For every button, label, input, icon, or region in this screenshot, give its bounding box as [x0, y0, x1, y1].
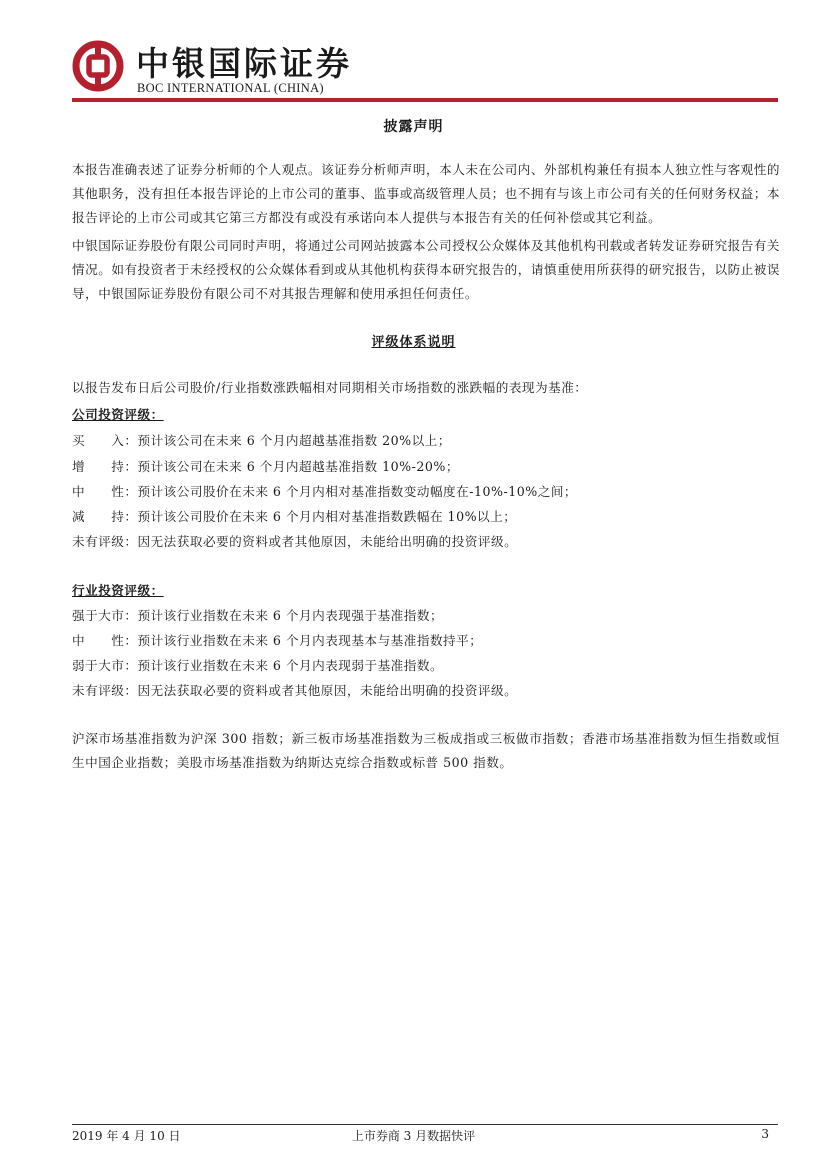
rating-label: 弱于大市：: [72, 658, 138, 673]
disclosure-title: 披露声明: [383, 119, 444, 135]
rating-text: 预计该行业指数在未来 6 个月内表现弱于基准指数。: [137, 658, 444, 673]
brand-name-en: BOC INTERNATIONAL (CHINA): [137, 81, 324, 95]
rating-label: 增 持：: [72, 459, 138, 474]
company-rating-item: [72, 507, 780, 527]
page-header: [72, 38, 778, 104]
rating-label: 减 持：: [72, 509, 138, 524]
rating-text: 预计该行业指数在未来 6 个月内表现强于基准指数；: [137, 608, 444, 623]
rating-intro: 以报告发布日后公司股价/行业指数涨跌幅相对同期相关市场指数的涨跌幅的表现为基准：: [72, 380, 588, 395]
rating-label: 强于大市：: [72, 608, 138, 623]
rating-label: 未有评级：: [72, 534, 138, 549]
rating-label: 中 性：: [72, 484, 138, 499]
boc-logo-icon: [72, 40, 124, 92]
industry-rating-item: [72, 606, 780, 626]
rating-text: 预计该公司在未来 6 个月内超越基准指数 10%-20%；: [137, 459, 459, 474]
rating-label: 未有评级：: [72, 683, 138, 698]
header-rule: [72, 98, 778, 102]
footer-report-title: 上市券商 3 月数据快评: [351, 1129, 476, 1143]
rating-text: 预计该公司股价在未来 6 个月内相对基准指数变动幅度在-10%-10%之间；: [137, 484, 578, 499]
company-rating-heading: 公司投资评级：: [72, 407, 164, 422]
company-rating-item: [72, 431, 780, 451]
rating-text: 因无法获取必要的资料或者其他原因，未能给出明确的投资评级。: [137, 534, 518, 549]
page-number: 3: [761, 1127, 769, 1141]
company-rating-item: [72, 457, 780, 477]
rating-text: 预计该公司在未来 6 个月内超越基准指数 20%以上；: [137, 433, 451, 448]
footer-rule: [72, 1124, 778, 1125]
industry-rating-heading: 行业投资评级：: [72, 583, 164, 598]
rating-text: 预计该公司股价在未来 6 个月内相对基准指数跌幅在 10%以上；: [137, 509, 517, 524]
industry-rating-item: [72, 656, 780, 676]
disclosure-paragraph-1: 本报告准确表述了证券分析师的个人观点。该证券分析师声明，本人未在公司内、外部机构兼任有损本人独立性与客观性的其他职务，没有担任本报告评论的上市公司的董事、监事或高级管理人员；也不拥有与该上市公司有关的任何财务权益；本报告评论的上市公司或其它第三方都没有或没有承诺向本人提供与本报告有关的任何补偿或其它利益。: [72, 162, 780, 225]
industry-rating-item: [72, 681, 780, 701]
rating-title: 评级体系说明: [371, 335, 456, 350]
disclosure-paragraph-2: 中银国际证券股份有限公司同时声明，将通过公司网站披露本公司授权公众媒体及其他机构刊载或者转发证券研究报告有关情况。如有投资者于未经授权的公众媒体看到或从其他机构获得本研究报告的，请慎重使用所获得的研究报告，以防止被误导，中银国际证券股份有限公司不对其报告理解和使用承担任何责任。: [72, 238, 780, 301]
rating-text: 预计该行业指数在未来 6 个月内表现基本与基准指数持平；: [137, 633, 483, 648]
company-rating-item: [72, 482, 780, 502]
benchmark-note: 沪深市场基准指数为沪深 300 指数；新三板市场基准指数为三板成指或三板做市指数；香港市场基准指数为恒生指数或恒生中国企业指数；美股市场基准指数为纳斯达克综合指数或标普 500 指数。: [72, 731, 780, 770]
rating-text: 因无法获取必要的资料或者其他原因，未能给出明确的投资评级。: [137, 683, 518, 698]
rating-label: 中 性：: [72, 633, 138, 648]
footer-date: 2019 年 4 月 10 日: [72, 1129, 181, 1143]
company-rating-item: [72, 532, 780, 552]
industry-rating-item: [72, 631, 780, 651]
brand-name-cn: 中银国际证券: [136, 44, 352, 83]
rating-label: 买 入：: [72, 433, 138, 448]
